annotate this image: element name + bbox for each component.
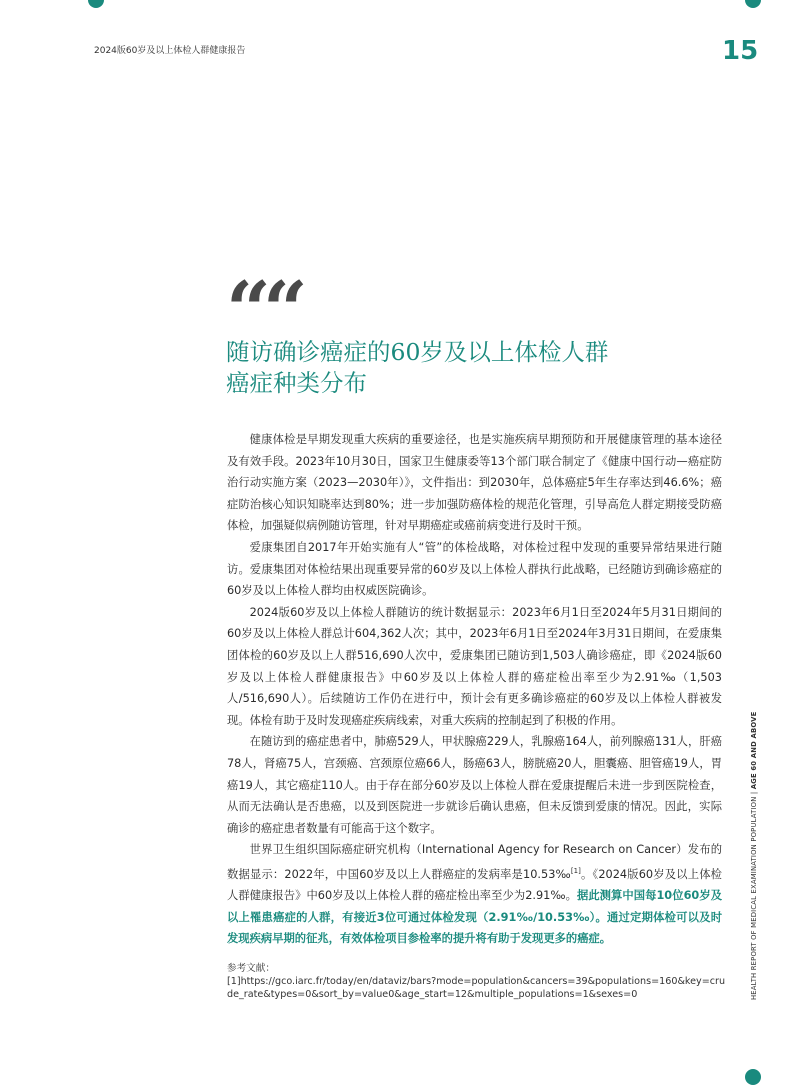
paragraph-5: [227, 839, 722, 950]
side-label-separator: |: [750, 789, 758, 797]
citation-ref[interactable]: [1]: [570, 866, 581, 875]
paragraph-4: 在随访到的癌症患者中，肺癌529人，甲状腺癌229人，乳腺癌164人，前列腺癌131人，肝癌78人，肾癌75人，宫颈癌、宫颈原位癌66人，肠癌63人，膀胱癌20人，胆囊癌、胆管癌19人，胃癌19人，其它癌症110人。由于存在部分60岁及以上体检人群在爱康提醒后未进一步到医院检查，从而无法确认是否患癌，以及到医院进一步就诊后确认患癌，但未反馈到爱康的情况。因此，实际确诊的癌症患者数量有可能高于这个数字。: [227, 735, 722, 835]
report-title: 2024版60岁及以上体检人群健康报告: [94, 46, 246, 56]
page-number: 15: [722, 36, 759, 66]
paragraph-5-text: 世界卫生组织国际癌症研究机构（International Agency for Research on Cancer）发布的数据显示：2022年，中国60岁及以上人群癌症的发病率是10.53‰: [227, 843, 722, 881]
paragraph-5-text-2: 。《2024版60岁及以上体检人群健康报告》中60岁及以上体检人群的癌症检出率至少为2.91‰。: [227, 867, 722, 903]
paragraph-5-highlight: 据此测算中国每10位60岁及以上罹患癌症的人群，有接近3位可通过体检发现（2.91‰/10.53‰）。通过定期体检可以及时发现疾病早期的征兆，有效体检项目参检率的提升将有助于发现更多的癌症。: [227, 889, 722, 946]
side-label-normal: HEALTH REPORT OF MEDICAL EXAMINATION POPULATION: [750, 796, 758, 1000]
bottom-right-decor-dot: [745, 1069, 761, 1085]
side-label: [750, 711, 758, 1000]
section-title: [226, 337, 726, 399]
paragraph-3: 2024版60岁及以上体检人群随访的统计数据显示：2023年6月1日至2024年5月31日期间的60岁及以上体检人群总计604,362人次；其中，2023年6月1日至2024年3月31日期间，在爱康集团体检的60岁及以上人群516,690人次中，爱康集团已随访到1,503人确诊癌症，即《2024版60岁及以上体检人群健康报告》中60岁及以上体检人群的癌症检出率至少为2.91‰（1,503人/516,690人）。后续随访工作仍在进行中，预计会有更多确诊癌症的60岁及以上体检人群被发现。体检有助于及时发现癌症疾病线索，对重大疾病的控制起到了积极的作用。: [227, 605, 722, 727]
reference-link[interactable]: [1]https://gco.iarc.fr/today/en/dataviz/bars?mode=population&cancers=39&populations=160&key=crude_rate&types=0&sort_by=value0&age_start=12&multiple_populations=1&sexes=0: [227, 976, 726, 1000]
paragraph-1: 健康体检是早期发现重大疾病的重要途径，也是实施疾病早期预防和开展健康管理的基本途径及有效手段。2023年10月30日，国家卫生健康委等13个部门联合制定了《健康中国行动—癌症防治行动实施方案（2023—2030年）》，文件指出：到2030年，总体癌症5年生存率达到46.6%；癌症防治核心知识知晓率达到80%；进一步加强防癌体检的规范化管理，引导高危人群定期接受防癌体检，加强疑似病例随访管理，针对早期癌症或癌前病变进行及时干预。: [227, 433, 722, 533]
quote-mark-icon: ““: [226, 265, 300, 356]
paragraph-2: 爱康集团自2017年开始实施有人“管”的体检战略，对体检过程中发现的重要异常结果进行随访。爱康集团对体检结果出现重要异常的60岁及以上体检人群执行此战略，已经随访到确诊癌症的60岁及以上体检人群均由权威医院确诊。: [227, 540, 722, 598]
body-text: [227, 429, 722, 950]
top-right-decor-dot: [745, 0, 761, 8]
section-title-line1: 随访确诊癌症的60岁及以上体检人群: [226, 338, 609, 366]
references-heading: 参考文献：: [227, 963, 275, 974]
references: [227, 962, 727, 1001]
side-label-bold: AGE 60 AND ABOVE: [750, 711, 758, 790]
section-title-line2: 癌症种类分布: [226, 369, 367, 397]
top-left-decor-dot: [88, 0, 104, 8]
